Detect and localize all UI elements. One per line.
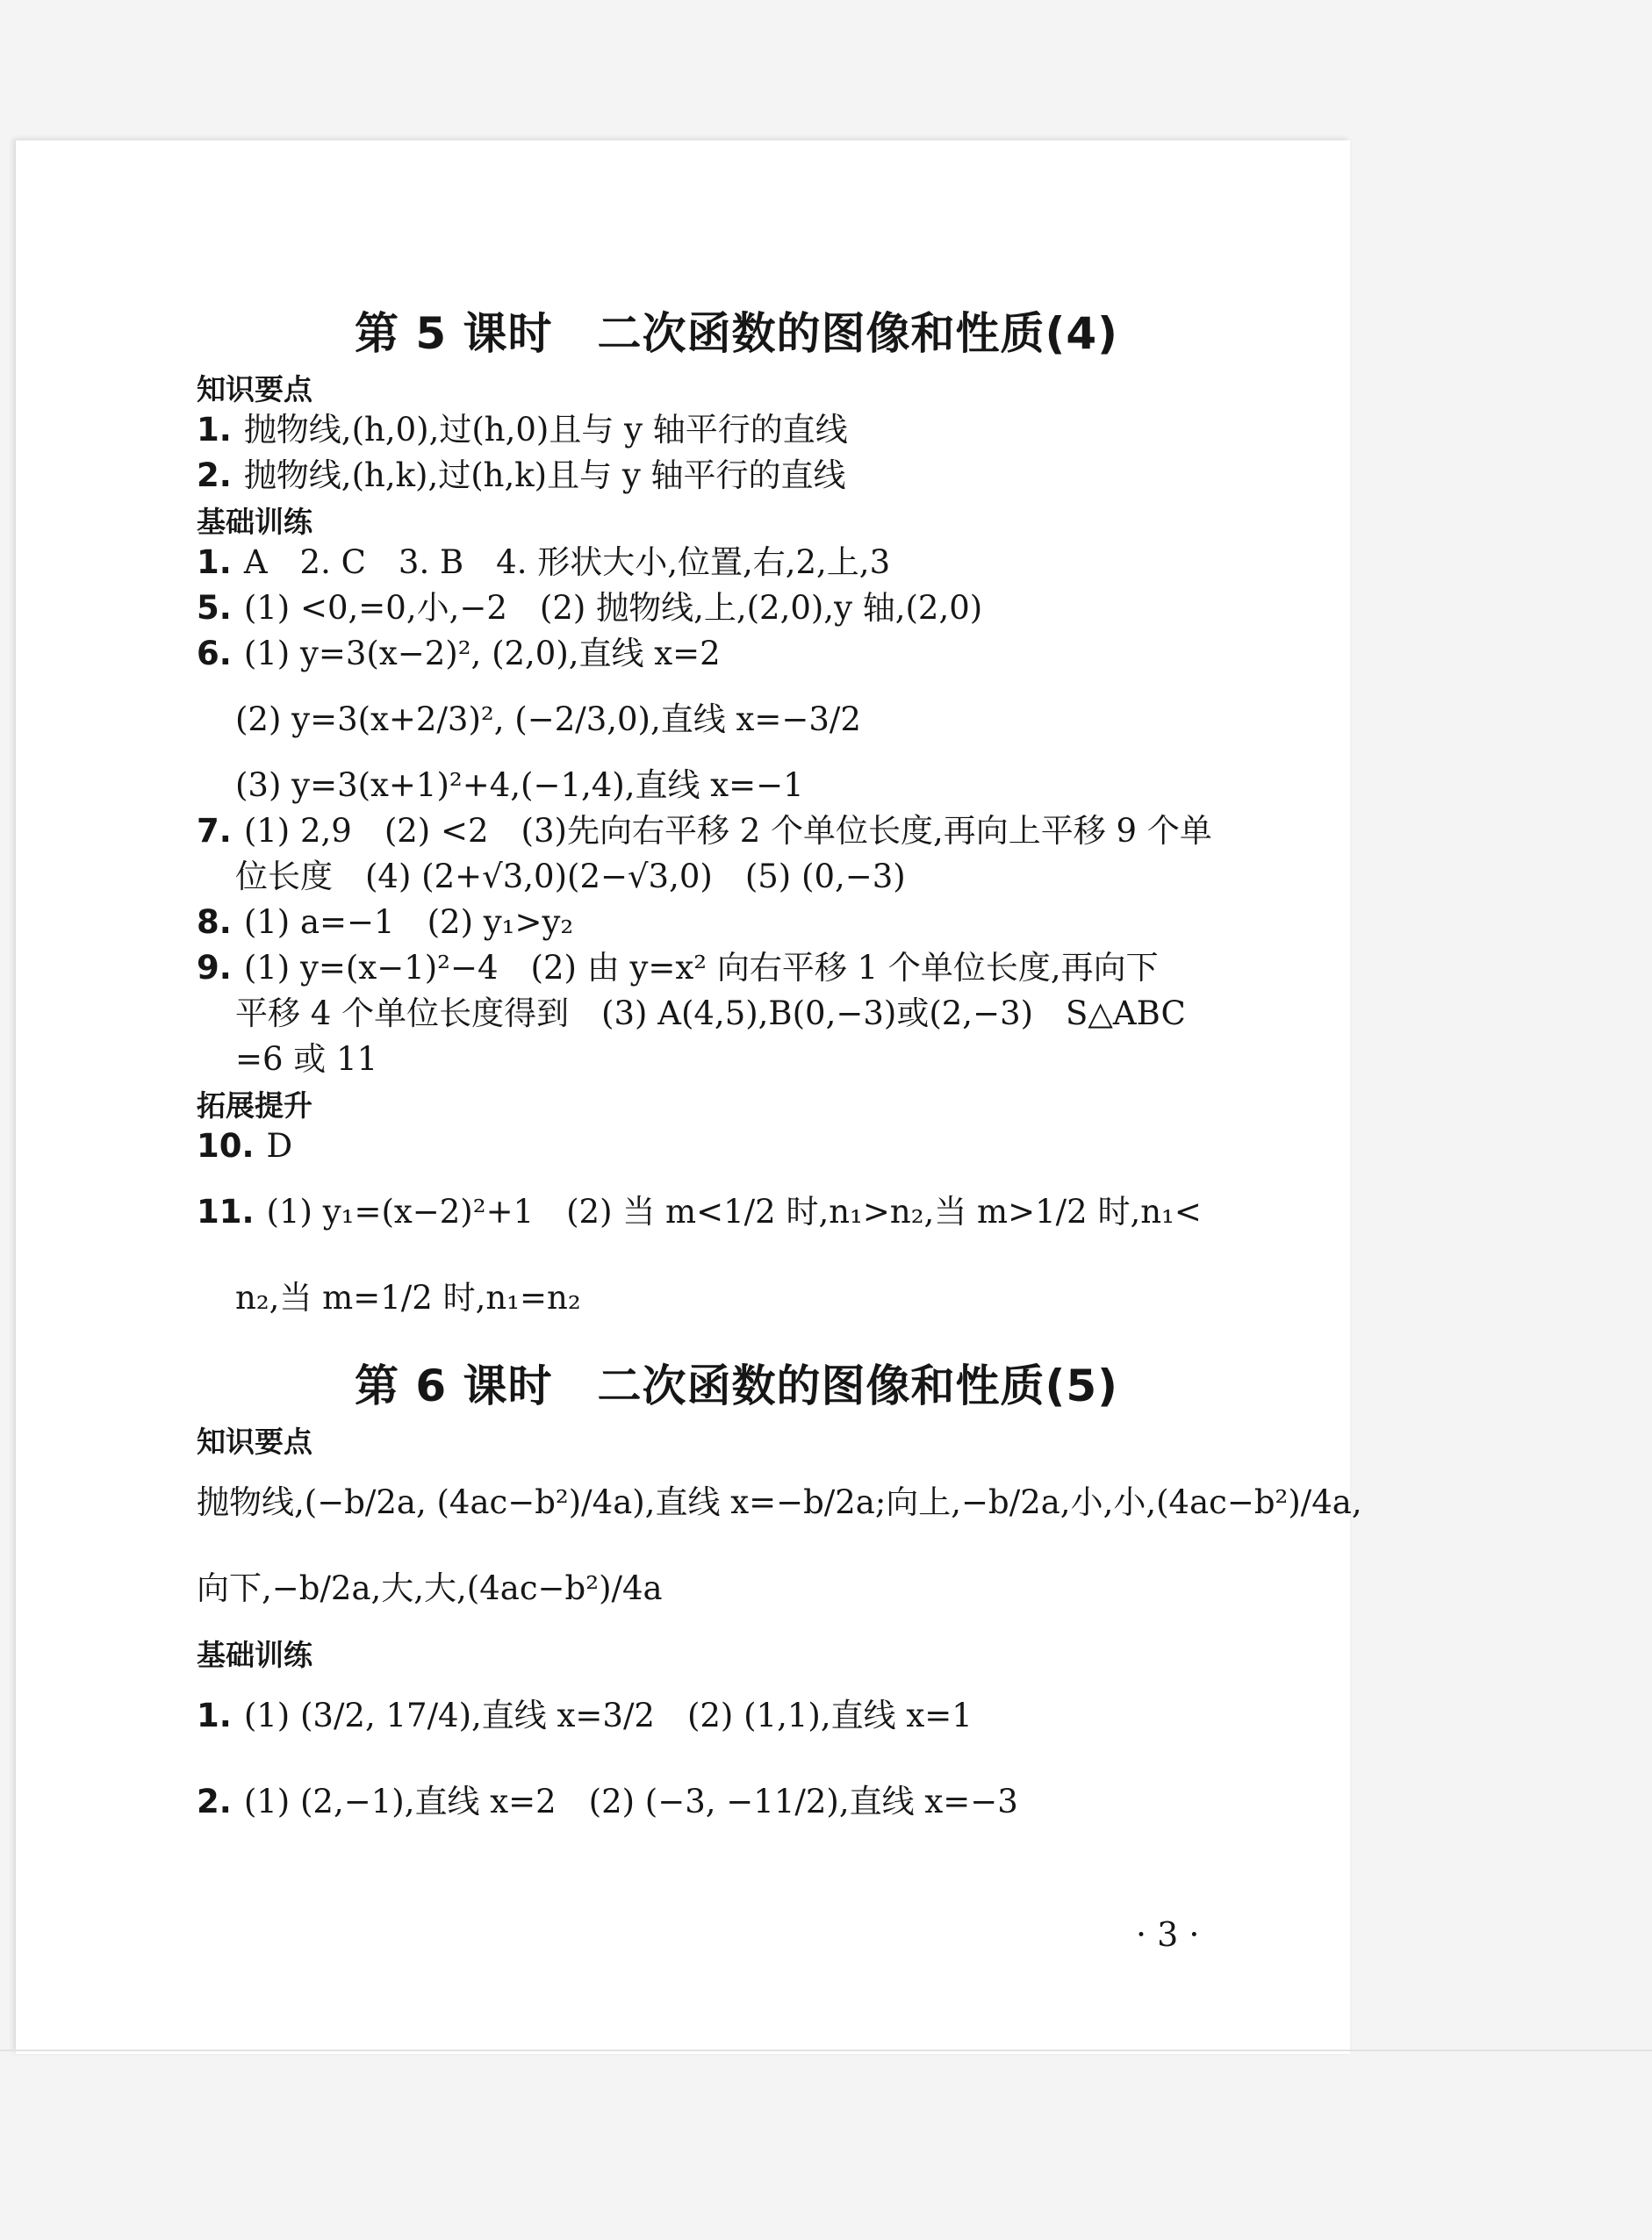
item-text: (1) 2,9 (2) <2 (3)先向右平移 2 个单位长度,再向上平移 9 个单: [243, 811, 1212, 850]
lesson5-extend-heading: 拓展提升: [197, 1088, 312, 1123]
item-number: 2.: [197, 1782, 232, 1820]
item-text: (1) y=(x−1)²−4 (2) 由 y=x² 向右平移 1 个单位长度,再向下: [243, 948, 1159, 987]
item-text: 抛物线,(h,k),过(h,k)且与 y 轴平行的直线: [243, 456, 846, 494]
page-number: · 3 ·: [1136, 1915, 1200, 1954]
item-text: (1) y=3(x−2)², (2,0),直线 x=2: [243, 634, 721, 672]
lesson5-basic-heading: 基础训练: [197, 505, 312, 539]
item-number: 7.: [197, 811, 232, 850]
item-text: (1) a=−1 (2) y₁>y₂: [243, 902, 574, 941]
lesson5-knowledge-line-1: [197, 409, 1241, 449]
item-text: n₂,当 m=1/2 时,n₁=n₂: [235, 1278, 581, 1317]
item-text: 位长度 (4) (2+√3,0)(2−√3,0) (5) (0,−3): [235, 857, 906, 895]
item-text: (1) (3/2, 17/4),直线 x=3/2 (2) (1,1),直线 x=1: [243, 1696, 973, 1734]
item-text: D: [266, 1126, 293, 1165]
item-text: 抛物线,(h,0),过(h,0)且与 y 轴平行的直线: [243, 410, 848, 449]
item-text: =6 或 11: [235, 1039, 378, 1078]
item-text: (1) (2,−1),直线 x=2 (2) (−3, −11/2),直线 x=−3: [243, 1782, 1018, 1820]
lesson6-basic-line-2: [197, 1761, 1241, 1842]
lesson5-basic-line-2: [197, 587, 1241, 628]
item-text: (2) y=3(x+2/3)², (−2/3,0),直线 x=−3/2: [235, 700, 861, 738]
item-text: A 2. C 3. B 4. 形状大小,位置,右,2,上,3: [243, 542, 891, 581]
lesson5-title: 第 5 课时 二次函数的图像和性质(4): [354, 308, 1119, 359]
item-text: (1) <0,=0,小,−2 (2) 抛物线,上,(2,0),y 轴,(2,0): [243, 588, 983, 627]
lesson5-extend-line-3: [197, 1257, 1241, 1338]
item-number: 9.: [197, 948, 232, 987]
lesson6-title: 第 6 课时 二次函数的图像和性质(5): [354, 1361, 1119, 1411]
lesson5-basic-line-7: [197, 856, 1241, 896]
page-edge-divider: [0, 2050, 1652, 2051]
item-number: 5.: [197, 588, 232, 627]
item-number: 6.: [197, 634, 232, 672]
item-number: 2.: [197, 456, 232, 494]
lesson5-extend-line-2: [197, 1171, 1241, 1252]
item-text: 抛物线,(−b/2a, (4ac−b²)/4a),直线 x=−b/2a;向上,−b/2a,小,小,(4ac−b²)/4a,: [197, 1483, 1362, 1521]
item-text: (3) y=3(x+1)²+4,(−1,4),直线 x=−1: [235, 765, 804, 804]
lesson6-knowledge-line-2: [197, 1547, 1241, 1628]
lesson5-basic-line-10: [197, 993, 1241, 1033]
lesson6-basic-heading: 基础训练: [197, 1638, 312, 1672]
lesson5-extend-line-1: [197, 1125, 1241, 1166]
lesson5-basic-line-3: [197, 633, 1241, 673]
lesson5-basic-line-5: [197, 765, 1241, 805]
lesson5-basic-line-8: [197, 901, 1241, 942]
lesson5-knowledge-heading: 知识要点: [197, 372, 312, 406]
lesson6-knowledge-line-1: [197, 1461, 1362, 1542]
item-text: 平移 4 个单位长度得到 (3) A(4,5),B(0,−3)或(2,−3) S△ABC: [235, 994, 1186, 1032]
item-number: 10.: [197, 1126, 255, 1165]
item-number: 8.: [197, 902, 232, 941]
page-content: [197, 308, 1362, 1847]
item-number: 1.: [197, 410, 232, 449]
item-text: 向下,−b/2a,大,大,(4ac−b²)/4a: [197, 1569, 663, 1607]
lesson5-basic-line-4: [197, 678, 1241, 759]
item-number: 11.: [197, 1192, 255, 1231]
lesson5-basic-line-6: [197, 810, 1241, 851]
lesson5-basic-line-11: [197, 1038, 1241, 1079]
lesson6-knowledge-heading: 知识要点: [197, 1425, 312, 1459]
lesson5-basic-line-1: [197, 542, 1241, 582]
item-number: 1.: [197, 542, 232, 581]
lesson5-knowledge-line-2: [197, 455, 1241, 495]
lesson5-basic-line-9: [197, 947, 1241, 987]
item-number: 1.: [197, 1696, 232, 1734]
lesson6-basic-line-1: [197, 1675, 1241, 1755]
item-text: (1) y₁=(x−2)²+1 (2) 当 m<1/2 时,n₁>n₂,当 m>1/2 时,n₁<: [266, 1192, 1202, 1231]
